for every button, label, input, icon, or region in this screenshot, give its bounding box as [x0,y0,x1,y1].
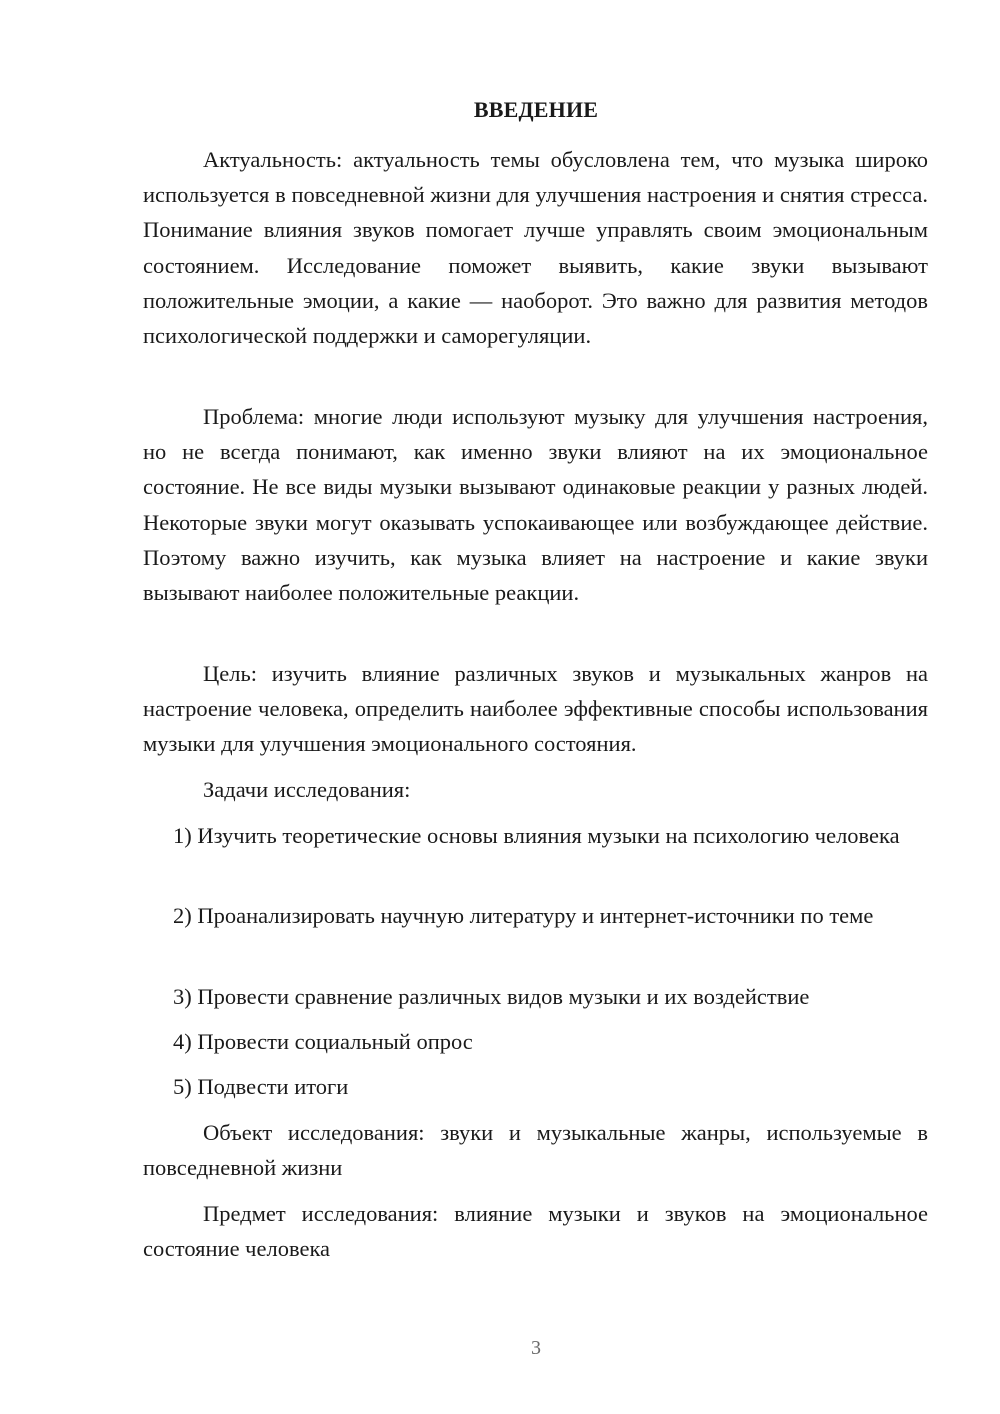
task-item-3: 3) Провести сравнение различных видов музыки и их воздействие [173,984,810,1009]
task-item-2: 2) Проанализировать научную литературу и интернет-источники по теме [173,903,874,928]
object-paragraph: Объект исследования: звуки и музыкальные жанры, используемые в повседневной жизни [143,1120,928,1181]
tasks-title: Задачи исследования: [203,777,411,802]
goal-paragraph: Цель: изучить влияние различных звуков и музыкальных жанров на настроение человека, определить наиболее эффективные способы использования музыки для улучшения эмоционального состояния. [143,661,928,757]
task-item-4: 4) Провести социальный опрос [173,1029,473,1054]
page-number: 3 [531,1337,541,1359]
subject-paragraph: Предмет исследования: влияние музыки и звуков на эмоциональное состояние человека [143,1201,928,1262]
page-title: ВВЕДЕНИЕ [473,97,599,122]
problem-paragraph: Проблема: многие люди используют музыку для улучшения настроения, но не всегда понимают, как именно звуки влияют на их эмоциональное состояние. Не все виды музыки вызывают одинаковые реакции у разных людей. Некоторые звуки могут оказывать успокаивающее или возбуждающее действие. Поэтому важно изучить, как музыка влияет на настроение и какие звуки вызывают наиболее положительные реакции. [143,404,928,606]
relevance-paragraph: Актуальность: актуальность темы обусловлена тем, что музыка широко используется в повседневной жизни для улучшения настроения и снятия стресса. Понимание влияния звуков помогает лучше управлять своим эмоциональным состоянием. Исследование поможет выявить, какие звуки вызывают положительные эмоции, а какие — наоборот. Это важно для развития методов психологической поддержки и саморегуляции. [143,147,928,349]
task-item-5: 5) Подвести итоги [173,1074,349,1099]
task-item-1: 1) Изучить теоретические основы влияния музыки на психологию человека [173,823,900,848]
